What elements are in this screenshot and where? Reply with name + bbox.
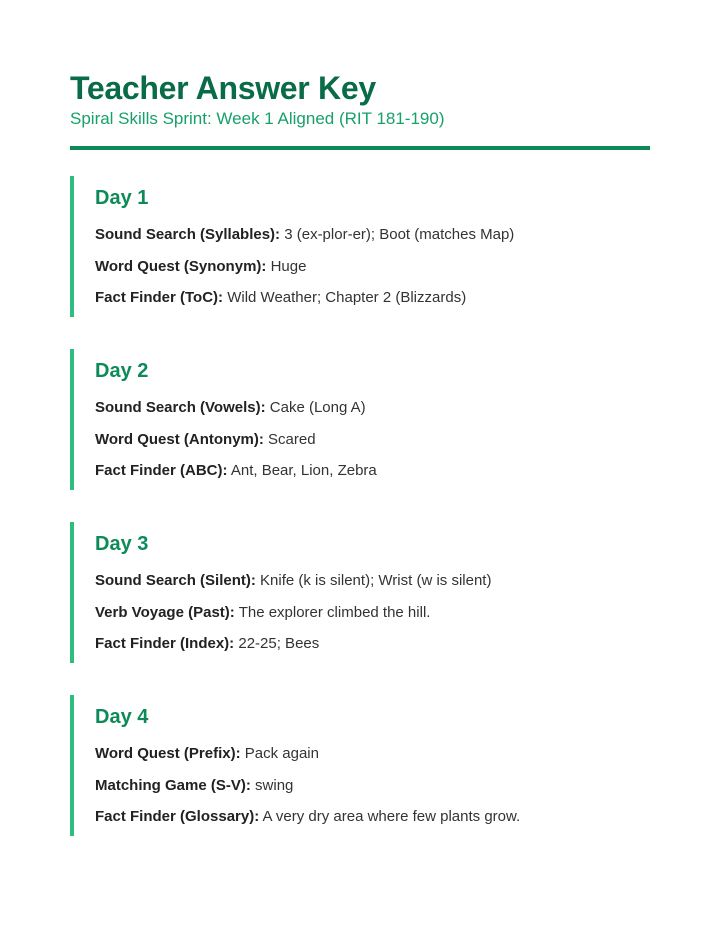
answer-item: [95, 571, 655, 591]
answer-label: Word Quest (Synonym):: [95, 257, 267, 275]
answer-item: [95, 776, 655, 796]
answer-text: Wild Weather; Chapter 2 (Blizzards): [227, 289, 467, 306]
answer-list: [95, 225, 655, 317]
answer-label: Sound Search (Vowels):: [95, 399, 266, 416]
answer-text: Scared: [268, 430, 316, 448]
answer-list: [95, 571, 655, 663]
answer-text: Cake (Long A): [269, 399, 366, 416]
answer-label: Fact Finder (Glossary):: [95, 808, 260, 825]
answer-label: Sound Search (Silent):: [95, 572, 256, 589]
answer-label: Verb Voyage (Past):: [95, 603, 235, 621]
day-3-section: [70, 522, 655, 663]
answer-item: [95, 744, 655, 764]
answer-text: A very dry area where few plants grow.: [262, 808, 521, 825]
answer-item: [95, 288, 655, 317]
day-1-section: [70, 176, 655, 317]
day-heading: Day 3: [95, 533, 149, 555]
answer-text: Pack again: [244, 745, 319, 762]
answer-label: Word Quest (Antonym):: [95, 430, 264, 448]
answer-item: [95, 603, 655, 623]
answer-text: Huge: [270, 257, 307, 275]
answer-item: [95, 634, 655, 663]
answer-label: Matching Game (S-V):: [95, 776, 251, 794]
answer-text: 22-25; Bees: [238, 635, 320, 652]
answer-text: swing: [255, 776, 294, 794]
answer-item: [95, 398, 655, 418]
header-divider: [70, 146, 650, 150]
answer-item: [95, 807, 655, 836]
page-title: Teacher Answer Key: [70, 70, 376, 106]
answer-label: Fact Finder (ABC):: [95, 462, 228, 479]
answer-list: [95, 744, 655, 836]
day-heading: Day 4: [95, 706, 149, 728]
answer-item: [95, 430, 655, 450]
answer-label: Fact Finder (Index):: [95, 635, 235, 652]
answer-key-page: [70, 68, 650, 825]
answer-item: [95, 257, 655, 277]
answer-text: The explorer climbed the hill.: [238, 603, 431, 621]
answer-item: [95, 461, 655, 490]
day-2-section: [70, 349, 655, 490]
answer-item: [95, 225, 655, 245]
answer-text: Knife (k is silent); Wrist (w is silent): [260, 572, 492, 589]
day-4-section: [70, 695, 655, 836]
day-heading: Day 2: [95, 360, 149, 382]
answer-text: 3 (ex-plor-er); Boot (matches Map): [284, 226, 515, 243]
answer-label: Word Quest (Prefix):: [95, 745, 241, 762]
page-subtitle: Spiral Skills Sprint: Week 1 Aligned (RIT 181-190): [70, 109, 445, 128]
answer-text: Ant, Bear, Lion, Zebra: [230, 462, 377, 479]
answer-label: Fact Finder (ToC):: [95, 289, 224, 306]
answer-label: Sound Search (Syllables):: [95, 226, 281, 243]
day-heading: Day 1: [95, 187, 149, 209]
answer-list: [95, 398, 655, 490]
